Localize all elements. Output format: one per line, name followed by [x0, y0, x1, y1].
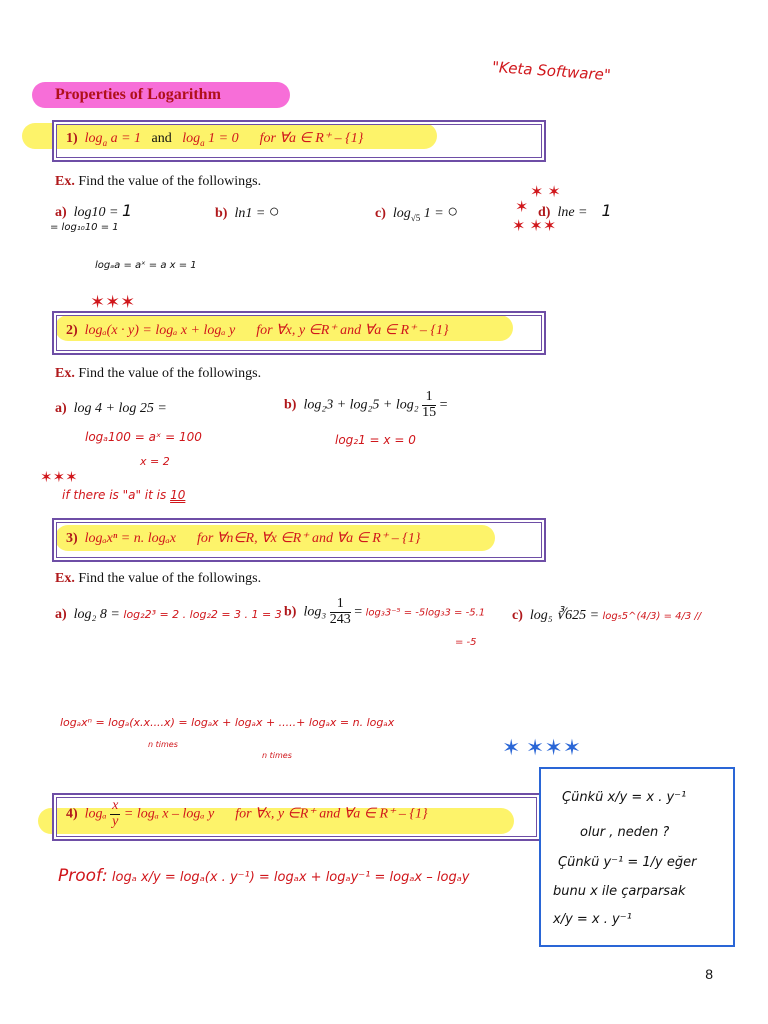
- ex1-b-text: ln1 =: [234, 206, 266, 221]
- ex1-d-answer: 1: [601, 201, 612, 220]
- ex3-c-label: c): [512, 608, 523, 623]
- ex2-b-fraction: [422, 390, 436, 420]
- example2-heading: [55, 366, 261, 382]
- prop1-b-log: log: [182, 131, 201, 146]
- ex3-c-work: log₅5^(4/3) = 4/3 //: [602, 611, 702, 622]
- example2-text: Find the value of the followings.: [78, 366, 262, 381]
- ex2-note-value: 10: [170, 488, 186, 502]
- ex2-a: [55, 401, 167, 417]
- example3-heading: [55, 571, 261, 587]
- prop3-formula: [66, 530, 420, 547]
- prop3-number: 3): [66, 531, 78, 546]
- note-line4: bunu x ile çarparsak: [553, 884, 686, 899]
- ex1-b: [215, 201, 280, 222]
- prop4-fraction: [110, 799, 120, 829]
- star-icon: ✶✶✶: [40, 470, 78, 486]
- prop2-text: logₐ(x · y) = logₐ x + logₐ y: [84, 323, 236, 338]
- ex2-b-equals: =: [439, 397, 448, 413]
- ex2-a-label: a): [55, 401, 67, 416]
- prop1-number: 1): [66, 131, 78, 146]
- prop1-formula: [66, 130, 363, 148]
- ex2-b-denominator: 15: [422, 404, 437, 420]
- ex3-b-fraction: [330, 597, 351, 627]
- prop4-condition: for ∀x, y ∈R⁺ and ∀a ∈ R⁺ – {1}: [235, 806, 428, 822]
- prop4-numerator: x: [112, 798, 119, 813]
- ex2-note: [62, 488, 185, 502]
- ex1-a-answer: 1: [122, 201, 133, 220]
- example1-heading: [55, 174, 261, 190]
- proof-label: Proof:: [58, 866, 108, 886]
- prop1-a-rest: a = 1: [110, 131, 142, 146]
- page-number: 8: [705, 966, 713, 982]
- ex2-note-text: if there is "a" it is: [62, 488, 167, 502]
- ex2-work-b: log₂1 = x = 0: [335, 433, 416, 447]
- example1-text: Find the value of the followings.: [78, 174, 262, 189]
- example1-label: Ex.: [55, 174, 75, 189]
- prop4-log: logₐ: [84, 806, 107, 822]
- derivation-line: logₐxⁿ = logₐ(x.x....x) = logₐx + logₐx + .....+ logₐx = n. logₐx: [60, 716, 395, 729]
- ex3-a-work: log₂2³ = 2 . log₂2 = 3 . 1 = 3: [123, 608, 282, 621]
- prop2-condition: for ∀x, y ∈R⁺ and ∀a ∈ R⁺ – {1}: [256, 323, 449, 338]
- ex1-b-label: b): [215, 206, 228, 221]
- ex1-note1: = log₁₀10 = 1: [50, 222, 119, 233]
- prop1-condition: for ∀a ∈ R⁺ – {1}: [259, 131, 364, 146]
- example3-label: Ex.: [55, 571, 75, 586]
- ex1-a: [55, 201, 132, 221]
- ex3-a: [55, 607, 282, 623]
- note-line1: Çünkü x/y = x . y⁻¹: [562, 790, 687, 805]
- prop1-and: and: [151, 131, 172, 146]
- star-icon: ✶ ✶✶✶: [502, 735, 582, 760]
- ex3-b-denominator: 243: [329, 611, 351, 627]
- proof-text: logₐ x/y = logₐ(x . y⁻¹) = logₐx + logₐy⁻¹ = logₐx – logₐy: [111, 870, 470, 885]
- ex1-c-rest: 1 =: [423, 206, 444, 221]
- prop1-a-sub: a: [102, 137, 108, 148]
- ex3-b-label: b): [284, 604, 297, 620]
- ex2-b-numerator: 1: [422, 390, 436, 406]
- ex3-b: [284, 597, 485, 627]
- ex1-a-label: a): [55, 205, 67, 220]
- ex3-b-text: log₃: [303, 604, 327, 620]
- ex2-b-text: log₂3 + log₂5 + log₂: [303, 397, 419, 413]
- derivation-under2: n times: [262, 751, 292, 760]
- watermark-handwritten: "Keta Software": [491, 57, 612, 85]
- note-line3: Çünkü y⁻¹ = 1/y eğer: [558, 855, 697, 870]
- ex1-d-text: lne =: [557, 205, 588, 220]
- ex3-b-equals: =: [354, 604, 363, 620]
- ex2-work-a1: logₐ100 = aˣ = 100: [85, 430, 202, 444]
- page-title: Properties of Logarithm: [55, 86, 221, 103]
- prop4-formula: [66, 799, 428, 829]
- prop1-a-log: log: [84, 131, 103, 146]
- derivation-under1: n times: [148, 740, 178, 749]
- star-icon: ✶✶✶: [90, 292, 136, 312]
- ex3-c: [512, 607, 701, 624]
- proof-line: [58, 866, 470, 886]
- prop3-condition: for ∀n∈R, ∀x ∈R⁺ and ∀a ∈ R⁺ – {1}: [196, 531, 421, 546]
- ex3-b-numerator: 1: [330, 597, 351, 613]
- star-icon: ✶ ✶✶: [512, 218, 557, 235]
- note-line2: olur , neden ?: [580, 825, 670, 840]
- ex1-c-text: log: [392, 206, 411, 221]
- ex1-a-text: log10 =: [73, 205, 119, 220]
- prop2-number: 2): [66, 323, 78, 338]
- ex2-b-label: b): [284, 397, 297, 413]
- ex1-note2: logₐa = aˣ = a x = 1: [95, 260, 197, 271]
- note-line5: x/y = x . y⁻¹: [553, 912, 632, 927]
- ex3-a-label: a): [55, 607, 67, 622]
- ex1-c-sub: √5: [410, 212, 421, 223]
- prop3-text: logₐxⁿ = n. logₐx: [84, 531, 176, 546]
- ex2-work-a2: x = 2: [140, 455, 170, 468]
- ex1-b-answer: ○: [268, 201, 280, 221]
- ex2-b: [284, 390, 448, 420]
- ex1-d-label: d): [538, 205, 551, 220]
- prop4-rest: = logₐ x – logₐ y: [123, 806, 215, 822]
- prop4-denominator: y: [112, 813, 119, 829]
- ex3-c-text: log₅ ∛625 =: [529, 608, 600, 623]
- prop4-number: 4): [66, 806, 78, 822]
- example2-label: Ex.: [55, 366, 75, 381]
- ex3-b-work2: = -5: [455, 637, 477, 648]
- star-icon: ✶: [515, 199, 529, 216]
- ex1-c-answer: ○: [447, 201, 459, 221]
- ex1-c-label: c): [375, 206, 386, 221]
- ex1-c: [375, 201, 458, 223]
- star-icon: ✶ ✶: [530, 184, 561, 201]
- example3-text: Find the value of the followings.: [78, 571, 262, 586]
- prop1-b-rest: 1 = 0: [208, 131, 239, 146]
- ex3-a-text: log₂ 8 =: [73, 607, 120, 622]
- ex2-a-text: log 4 + log 25 =: [73, 401, 167, 416]
- prop1-b-sub: a: [200, 137, 205, 148]
- ex3-b-work: log₃3⁻⁵ = -5log₃3 = -5.1: [365, 607, 486, 619]
- prop2-formula: [66, 322, 449, 339]
